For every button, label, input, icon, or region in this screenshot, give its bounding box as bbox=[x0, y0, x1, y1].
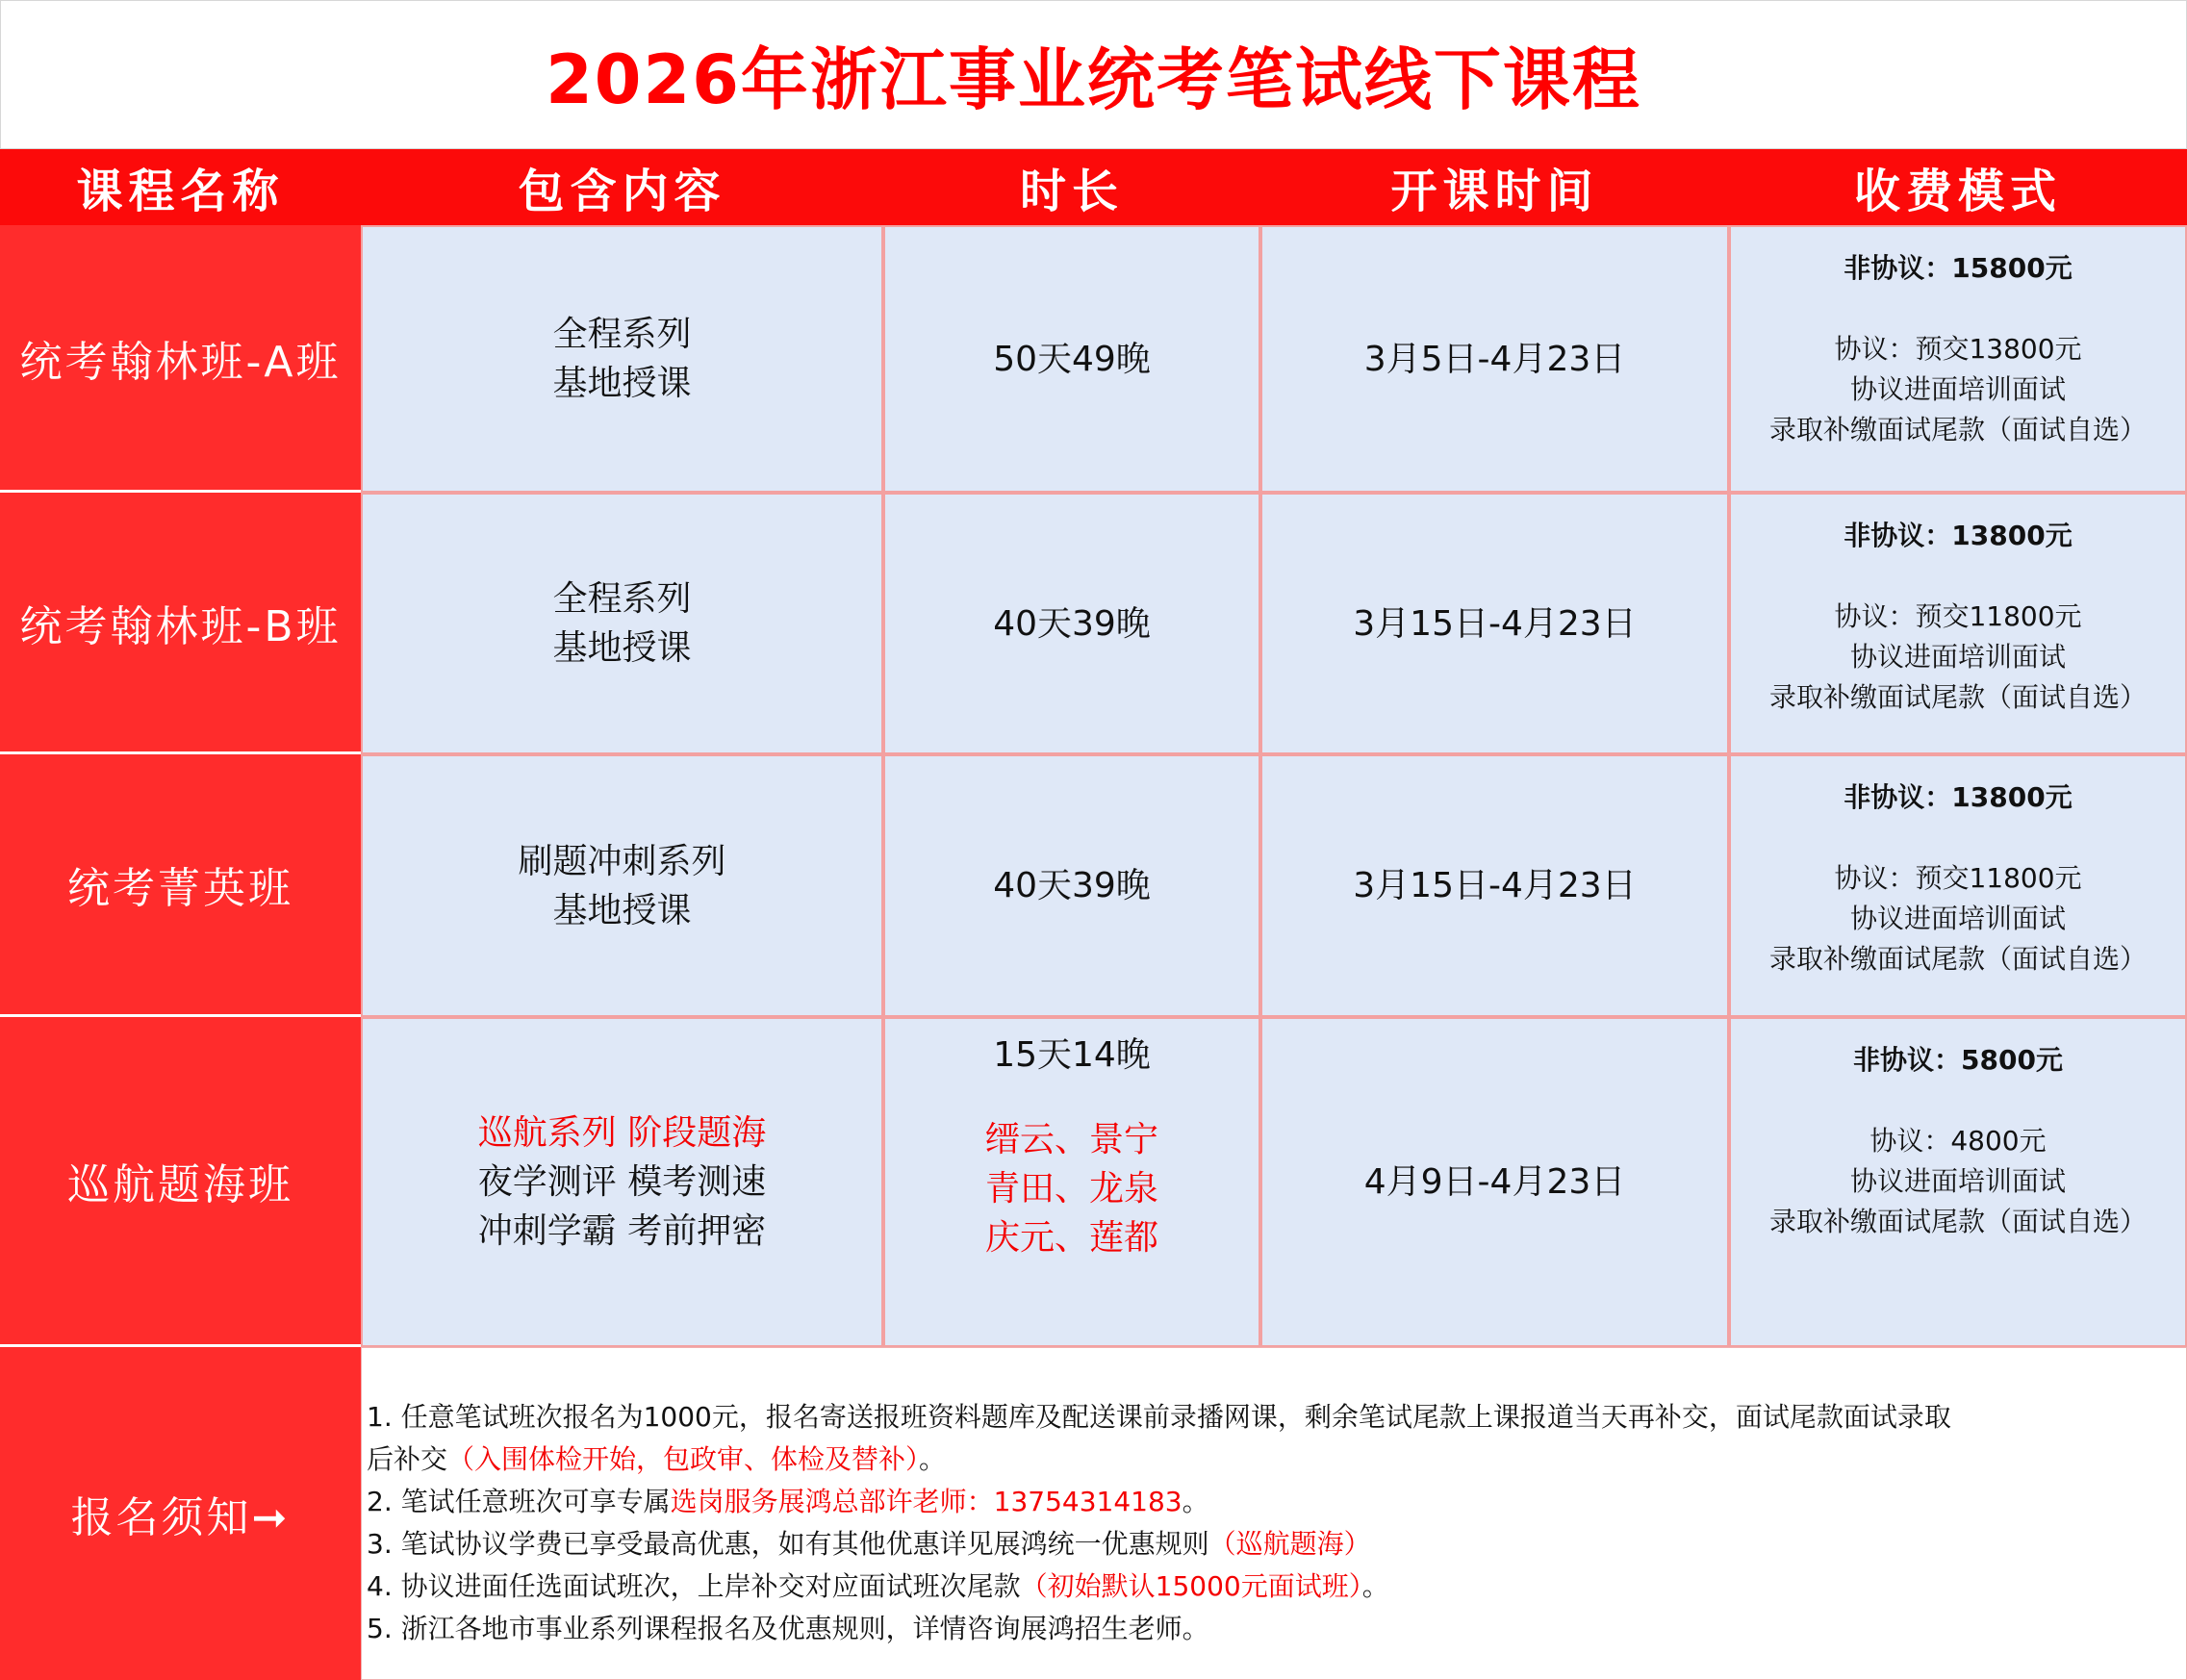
fee-line: 录取补缴面试尾款（面试自选） bbox=[1768, 943, 2147, 975]
location-line: 青田、龙泉 bbox=[984, 1169, 1158, 1209]
fee-line: 录取补缴面试尾款（面试自选） bbox=[1768, 681, 2147, 713]
course-fee bbox=[1729, 754, 2187, 1017]
course-duration bbox=[883, 225, 1260, 493]
table-row bbox=[0, 1017, 2187, 1347]
fee-line: 协议进面培训面试 bbox=[1849, 641, 2066, 673]
header-duration: 时长 bbox=[1019, 165, 1124, 218]
course-name: 巡航题海班 bbox=[0, 1017, 361, 1347]
page-title: 2026年浙江事业统考笔试线下课程 bbox=[546, 40, 1641, 119]
table-row bbox=[0, 493, 2187, 754]
note-item: 5. 浙江各地市事业系列课程报名及优惠规则，详情咨询展鸿招生老师。 bbox=[367, 1613, 1209, 1644]
header-fee: 收费模式 bbox=[1853, 165, 2062, 218]
fee-non-agreement: 非协议：13800元 bbox=[1844, 781, 2073, 813]
note-item: 2. 笔试任意班次可享专属选岗服务展鸿总部许老师：13754314183。 bbox=[367, 1486, 1209, 1517]
location-line: 庆元、莲都 bbox=[984, 1218, 1158, 1258]
fee-line: 协议进面培训面试 bbox=[1849, 373, 2066, 405]
fee-line: 协议进面培训面试 bbox=[1849, 903, 2066, 934]
course-duration bbox=[883, 1017, 1260, 1347]
schedule-text: 3月15日-4月23日 bbox=[1353, 866, 1637, 905]
course-schedule bbox=[1260, 493, 1729, 754]
header-content: 包含内容 bbox=[518, 165, 726, 218]
content-line: 全程系列 bbox=[552, 579, 692, 619]
course-name: 统考翰林班-A班 bbox=[0, 225, 361, 493]
fee-agreement: 协议：4800元 bbox=[1869, 1125, 2047, 1157]
fee-non-agreement: 非协议：13800元 bbox=[1844, 520, 2073, 551]
fee-agreement: 协议：预交11800元 bbox=[1834, 862, 2082, 894]
fee-non-agreement: 非协议：5800元 bbox=[1853, 1044, 2063, 1076]
duration-text: 40天39晚 bbox=[993, 603, 1151, 644]
course-duration bbox=[883, 754, 1260, 1017]
schedule-text: 4月9日-4月23日 bbox=[1363, 1162, 1626, 1202]
content-line: 刷题冲刺系列 bbox=[518, 841, 726, 881]
header-course-name: 课程名称 bbox=[76, 165, 285, 218]
content-line: 基地授课 bbox=[552, 890, 692, 930]
course-content bbox=[361, 754, 883, 1017]
course-duration bbox=[883, 493, 1260, 754]
enrollment-notes bbox=[0, 1347, 2187, 1680]
note-item: 4. 协议进面任选面试班次，上岸补交对应面试班次尾款（初始默认15000元面试班）。 bbox=[367, 1570, 1389, 1602]
course-schedule bbox=[1260, 225, 1729, 493]
course-fee bbox=[1729, 493, 2187, 754]
content-line: 基地授课 bbox=[552, 364, 692, 403]
course-schedule bbox=[1260, 754, 1729, 1017]
duration-text: 15天14晚 bbox=[993, 1035, 1151, 1075]
fee-agreement: 协议：预交13800元 bbox=[1834, 333, 2082, 365]
note-item: 3. 笔试协议学费已享受最高优惠，如有其他优惠详见展鸿统一优惠规则（巡航题海） bbox=[367, 1528, 1371, 1560]
header-schedule: 开课时间 bbox=[1390, 165, 1599, 218]
location-line: 缙云、景宁 bbox=[984, 1120, 1158, 1159]
table-row bbox=[0, 754, 2187, 1017]
fee-line: 录取补缴面试尾款（面试自选） bbox=[1768, 1206, 2147, 1237]
schedule-text: 3月15日-4月23日 bbox=[1353, 603, 1637, 644]
notes-body bbox=[361, 1347, 2187, 1680]
content-line: 夜学测评 模考测速 bbox=[477, 1162, 767, 1202]
table-row bbox=[0, 225, 2187, 493]
note-item: 后补交（入围体检开始，包政审、体检及替补）。 bbox=[367, 1443, 947, 1475]
course-content bbox=[361, 1017, 883, 1347]
content-line: 冲刺学霸 考前押密 bbox=[477, 1211, 767, 1251]
fee-line: 录取补缴面试尾款（面试自选） bbox=[1768, 414, 2147, 445]
title-row bbox=[0, 0, 2187, 149]
fee-non-agreement: 非协议：15800元 bbox=[1844, 252, 2073, 284]
content-line: 巡航系列 阶段题海 bbox=[477, 1113, 767, 1153]
duration-text: 50天49晚 bbox=[993, 339, 1151, 379]
course-name: 统考菁英班 bbox=[0, 754, 361, 1017]
course-fee bbox=[1729, 1017, 2187, 1347]
course-schedule bbox=[1260, 1017, 1729, 1347]
duration-text: 40天39晚 bbox=[993, 866, 1151, 905]
schedule-text: 3月5日-4月23日 bbox=[1363, 339, 1626, 379]
content-line: 基地授课 bbox=[552, 628, 692, 668]
course-content bbox=[361, 225, 883, 493]
content-line: 全程系列 bbox=[552, 315, 692, 354]
course-name: 统考翰林班-B班 bbox=[0, 493, 361, 754]
course-fee bbox=[1729, 225, 2187, 493]
table-header bbox=[0, 149, 2187, 225]
fee-line: 协议进面培训面试 bbox=[1849, 1165, 2066, 1197]
fee-agreement: 协议：预交11800元 bbox=[1834, 600, 2082, 632]
course-content bbox=[361, 493, 883, 754]
note-item: 1. 任意笔试班次报名为1000元，报名寄送报班资料题库及配送课前录播网课，剩余笔试尾款上课报道当天再补交，面试尾款面试录取 bbox=[367, 1401, 1951, 1433]
notes-label: 报名须知➞ bbox=[0, 1347, 361, 1680]
